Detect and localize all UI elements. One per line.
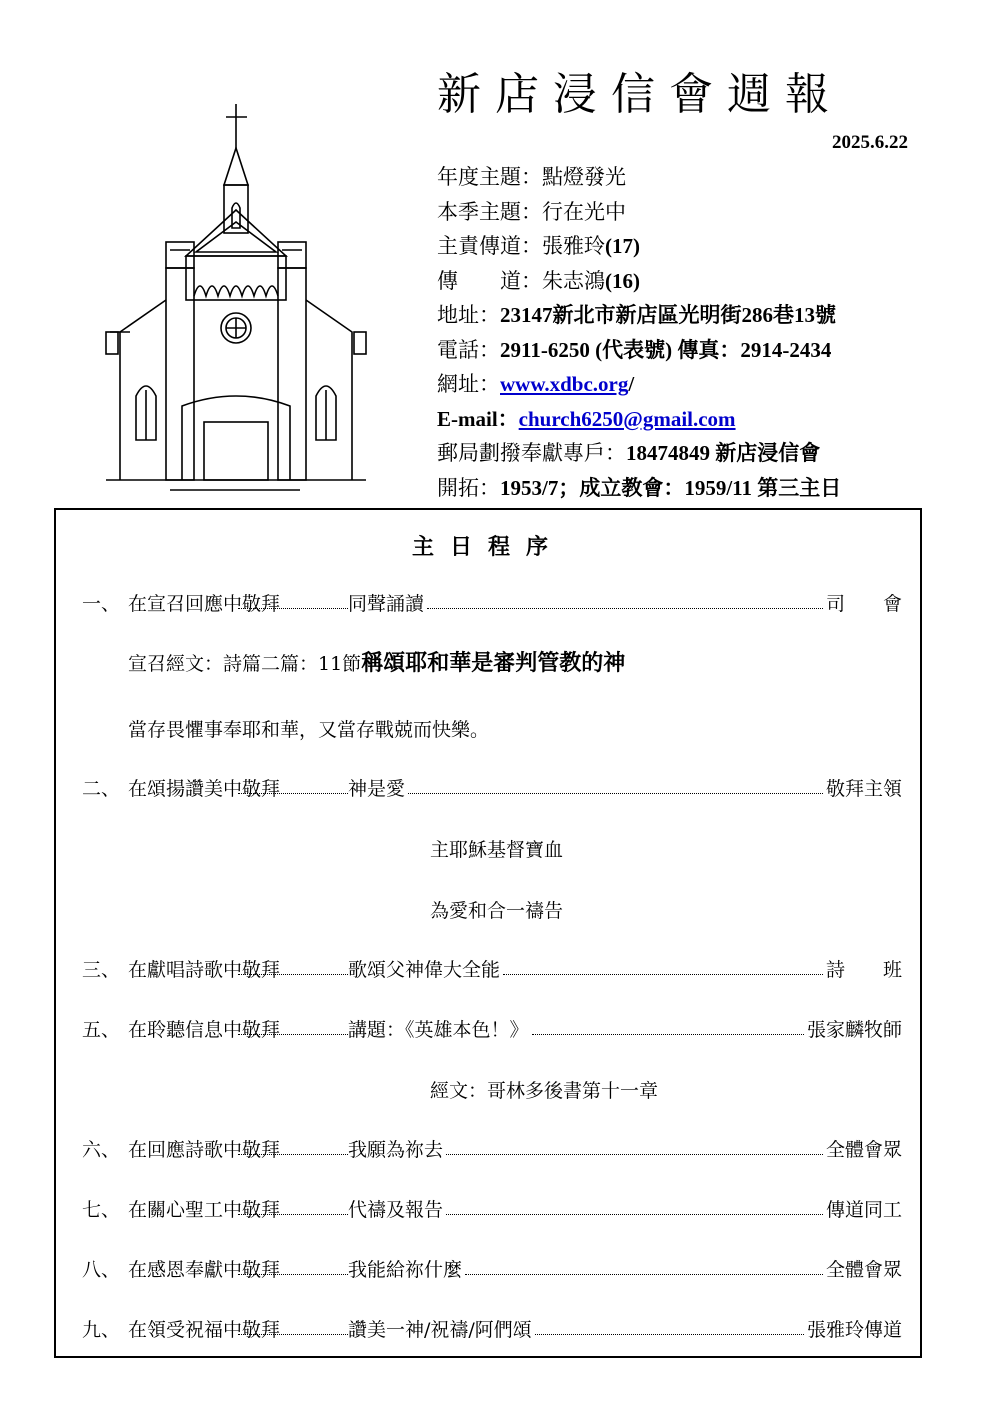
program-row: 七、 在關心聖工中敬拜 代禱及報告 傳道同工	[82, 1198, 902, 1221]
program-row: 二、 在頌揚讚美中敬拜 神是愛 敬拜主領	[82, 777, 902, 800]
program-row: 五、 在聆聽信息中敬拜 講題：《英雄本色！》 張家麟牧師	[82, 1018, 902, 1041]
preacher: 傳 道：朱志鴻(16)	[437, 268, 640, 293]
program-title: 主日程序	[411, 534, 564, 560]
program-row: 八、 在感恩奉獻中敬拜 我能給祢什麼 全體會眾	[82, 1258, 902, 1281]
founding: 開拓：1953/7；成立教會：1959/11 第三主日	[437, 475, 842, 500]
website: 網址：www.xdbc.org/	[437, 372, 635, 396]
email-link[interactable]: church6250@gmail.com	[518, 406, 736, 431]
phone-fax: 電話：2911-6250 (代表號) 傳真：2914-2434	[437, 337, 832, 362]
service-program	[54, 508, 922, 1358]
call-scripture-text: 當存畏懼事奉耶和華，又當存戰兢而快樂。	[128, 719, 490, 741]
program-row: 六、 在回應詩歌中敬拜 我願為祢去 全體會眾	[82, 1138, 902, 1161]
program-row: 九、 在領受祝福中敬拜 讚美一神/祝禱/阿們頌 張雅玲傳道	[82, 1318, 902, 1341]
program-row: 三、 在獻唱詩歌中敬拜 歌頌父神偉大全能 詩 班	[82, 958, 902, 981]
song-line: 為愛和合一禱告	[430, 900, 564, 922]
church-illustration	[100, 100, 392, 500]
call-scripture: 宣召經文：詩篇二篇：11節稱頌耶和華是審判管教的神	[128, 650, 626, 676]
address: 地址：23147新北市新店區光明街286巷13號	[437, 303, 836, 327]
program-row: 一、 在宣召回應中敬拜 同聲誦讀 司 會	[82, 592, 902, 615]
season-theme: 本季主題：行在光中	[437, 199, 626, 224]
website-link[interactable]: www.xdbc.org	[500, 372, 629, 396]
postal-account: 郵局劃撥奉獻專戶：18474849 新店浸信會	[437, 441, 821, 465]
song-line: 主耶穌基督寶血	[430, 839, 564, 861]
bulletin-date: 2025.6.22	[832, 132, 908, 153]
lead-pastor: 主責傳道：張雅玲(17)	[437, 234, 640, 258]
bulletin-title: 新店浸信會週報	[437, 69, 843, 120]
sermon-scripture: 經文：哥林多後書第十一章	[430, 1080, 659, 1102]
email: E-mail：church6250@gmail.com	[437, 406, 736, 431]
church-info	[437, 160, 841, 505]
annual-theme: 年度主題：點燈發光	[437, 165, 626, 189]
